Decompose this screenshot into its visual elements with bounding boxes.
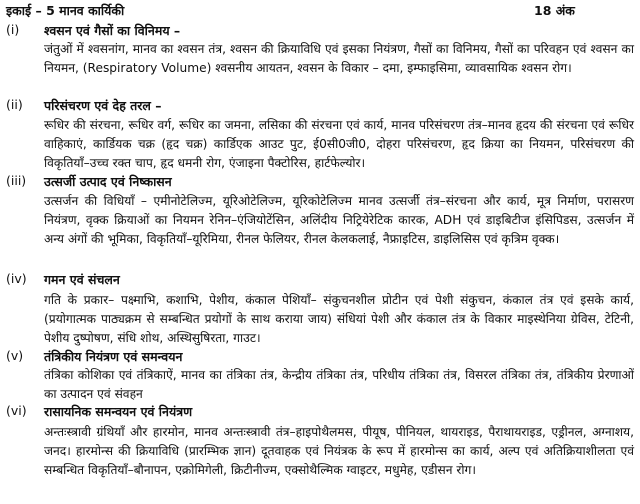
section-title: तंत्रिकीय नियंत्रण एवं समन्वयन [44, 349, 183, 364]
section-body: तंत्रिका कोशिका एवं तंत्रिकाऐं, मानव का तंत्रिका तंत्र, केन्द्रीय तंत्रिका तंत्र, परिधीय तंत्रिका तंत्र, विसरल तंत्रिका तंत्र, तंत्रिकीय प्रेरणाओं का उत्पादन एवं संवहन [44, 368, 634, 401]
section-number: (v) [6, 348, 24, 363]
unit-marks: 18 अंक [534, 3, 575, 18]
section-body: जंतुओं में श्वसनांग, मानव का श्वसन तंत्र, श्वसन की क्रियाविधि एवं इसका नियंत्रण, गैसों का विनिमय, गैसों का परिवहन एवं श्वसन का नियमन, (Respiratory Volume) श्वसनीय आयतन, श्वसन के विकार – दमा, इम्फाइसिमा, व्यावसायिक श्वसन रोग। [44, 42, 634, 75]
section-body: उत्सर्जन की विधियाँ – एमीनोटेलिज्म, यूरिओटेलिज्म, यूरिकोटेलिज्म मानव उत्सर्जी तंत्र–संरचना और कार्य, मूत्र निर्माण, परासरण नियंत्रण, वृक्क क्रियाओं का नियमन रेनिन–एंजियोटेंसिन, अलिंदीय निट्रियेरेटिक कारक, ADH एवं डाइबिटीज इंसिपिडस, उत्सर्जन में अन्य अंगों की भूमिका, विकृतियाँ–यूरिमिया, रीनल फेलियर, रीनल केलकलाई, नैफ्राइटिस, डाइलिसिस एवं कृत्रिम वृक्क। [44, 194, 634, 246]
section-number: (iv) [6, 271, 27, 286]
section-body: अन्तःस्त्रावी ग्रंथियाँ और हारमोन, मानव अन्तःस्त्रावी तंत्र–हाइपोथैलमस, पीयूष, पीनियल, थायराइड, पैराथायराइड, एड्रीनल, अग्नाशय, जनद। हारमोन्स की क्रियाविधि (प्रारम्भिक ज्ञान) दूतवाहक एवं नियंत्रक के रूप में हारमोन्स का कार्य, अल्प एवं अतिक्रियाशीलता एवं सम्बन्धित विकृतियाँ–बौनापन, एक्रोमिगेली, क्रिटीनीज्म, एक्सोथैल्मिक ग्वाइटर, मधुमेह, एडीसन रोग। [44, 425, 634, 477]
section-number: (ii) [6, 97, 23, 112]
section-body: रूधिर की संरचना, रूधिर वर्ग, रूधिर का जमना, लसिका की संरचना एवं कार्य, मानव परिसंचरण तंत्र–मानव हृदय की संरचना एवं रूधिर वाहिकाएं, कार्डियक चक्र (हृद चक्र) कार्डिएक आउट पुट, ई0सी0जी0, दोहरा परिसंचरण, हृद क्रिया का नियमन, परिसंचरण की विकृतियाँ–उच्च रक्त चाप, हृद धमनी रोग, एंजाइना पैक्टोरिस, हार्टफेल्योर। [44, 118, 634, 170]
unit-title: इकाई – 5 मानव कार्यिकी [6, 3, 125, 18]
section-title: गमन एवं संचलन [44, 272, 120, 287]
section-title: उत्सर्जी उत्पाद एवं निष्कासन [44, 174, 172, 189]
section-title: रासायनिक समन्वयन एवं नियंत्रण [44, 404, 193, 419]
section-number: (vi) [6, 403, 27, 418]
section-body: गति के प्रकार– पक्ष्माभि, कशाभि, पेशीय, कंकाल पेशियाँ– संकुचनशील प्रोटीन एवं पेशी संकुचन, कंकाल तंत्र एवं इसके कार्य, (प्रयोगात्मक पाठ्यक्रम से सम्बन्धित प्रयोगों के साथ कराया जाय) संधियां पेशी और कंकाल तंत्र के विकार माइस्थेनिया ग्रेविस, टेटिनी, पेशीय दुष्पोषण, संधि शोथ, अस्थिसुषिरता, गाउट। [44, 293, 634, 345]
section-number: (iii) [6, 173, 27, 188]
unit-header [6, 2, 634, 18]
section-title: परिसंचरण एवं देह तरल – [44, 98, 162, 113]
section-number: (i) [6, 22, 20, 37]
section-title: श्वसन एवं गैसों का विनिमय – [44, 23, 181, 38]
